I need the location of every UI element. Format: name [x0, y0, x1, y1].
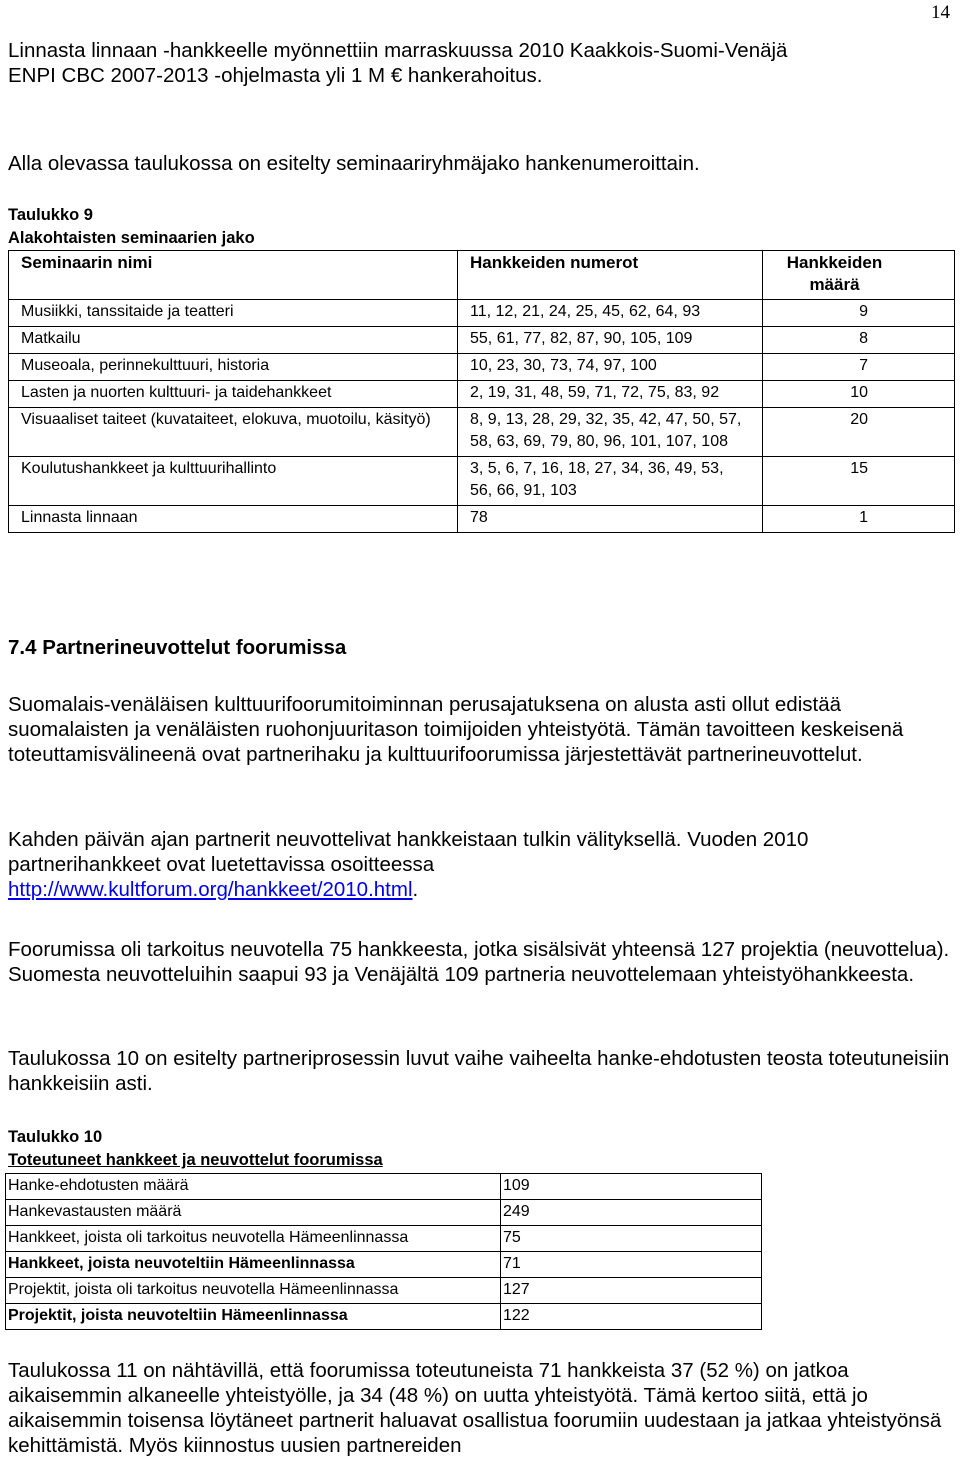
seminar-name-cell: Linnasta linnaan	[9, 506, 458, 533]
table10-caption-number: Taulukko 10	[8, 1128, 103, 1146]
header-seminar-name: Seminaarin nimi	[9, 251, 458, 300]
table-row	[9, 408, 955, 457]
kultforum-link[interactable]: http://www.kultforum.org/hankkeet/2010.html	[8, 878, 413, 901]
paragraph-2-text: Kahden päivän ajan partnerit neuvottelivat hankkeistaan tulkin välityksellä. Vuoden 2010 partnerihankkeet ovat luetettavissa osoitteessa	[8, 828, 809, 876]
header-project-numbers: Hankkeiden numerot	[458, 251, 763, 300]
project-numbers-cell: 55, 61, 77, 82, 87, 90, 105, 109	[458, 327, 763, 354]
table10-caption-title: Toteutuneet hankkeet ja neuvottelut foorumissa	[8, 1151, 383, 1169]
table-row	[9, 457, 955, 506]
seminar-name-cell: Musiikki, tanssitaide ja teatteri	[9, 300, 458, 327]
table-row	[6, 1304, 762, 1330]
project-count-cell: 20	[763, 408, 955, 457]
table-row	[9, 506, 955, 533]
section-paragraph-1: Suomalais-venäläisen kulttuurifoorumitoiminnan perusajatuksena on alusta asti ollut edistää suomalaisten ja venäläisten ruohonjuuritason toimijoiden yhteistyötä. Tämän tavoitteen keskeisenä toteuttamisvälineenä ovat partnerihaku ja kulttuurifoorumissa järjestettävät partnerineuvottelut.	[8, 693, 904, 766]
table-row	[9, 300, 955, 327]
metric-value-cell: 71	[501, 1252, 762, 1278]
metric-value-cell: 75	[501, 1226, 762, 1252]
table9-caption	[8, 204, 255, 250]
metric-label-cell: Hanke-ehdotusten määrä	[6, 1174, 501, 1200]
seminar-name-cell: Matkailu	[9, 327, 458, 354]
seminar-name-cell: Koulutushankkeet ja kulttuurihallinto	[9, 457, 458, 506]
metric-value-cell: 249	[501, 1200, 762, 1226]
table-row	[6, 1174, 762, 1200]
intro-paragraph-2: Alla olevassa taulukossa on esitelty seminaariryhmäjako hankenumeroittain.	[8, 152, 700, 175]
metric-label-cell: Projektit, joista neuvoteltiin Hämeenlinnassa	[6, 1304, 501, 1330]
header-project-count: Hankkeiden määrä	[763, 251, 955, 300]
project-count-cell: 1	[763, 506, 955, 533]
table9-caption-title: Alakohtaisten seminaarien jako	[8, 229, 255, 247]
table-header-row	[9, 251, 955, 300]
section-paragraph-5: Taulukossa 11 on nähtävillä, että foorumissa toteutuneista 71 hankkeista 37 (52 %) on jatkoa aikaisemmin alkaneelle yhteistyölle, ja 34 (48 %) on uutta yhteistyötä. Tämä kertoo siitä, että jo aikaisemmin toisensa löytäneet partnerit haluavat osallistua foorumiin uudestaan ja jatkaa yhteistyönsä kehittämistä. Myös kiinnostus uusien partnereiden	[8, 1359, 942, 1457]
table-row	[9, 327, 955, 354]
metric-label-cell: Hankkeet, joista oli tarkoitus neuvotella Hämeenlinnassa	[6, 1226, 501, 1252]
metric-value-cell: 122	[501, 1304, 762, 1330]
table-row	[6, 1252, 762, 1278]
project-numbers-cell: 78	[458, 506, 763, 533]
project-numbers-cell: 10, 23, 30, 73, 74, 97, 100	[458, 354, 763, 381]
table-row	[9, 354, 955, 381]
project-count-cell: 10	[763, 381, 955, 408]
paragraph-2-end: .	[412, 878, 419, 901]
table-row	[6, 1200, 762, 1226]
metric-label-cell: Hankkeet, joista neuvoteltiin Hämeenlinnassa	[6, 1252, 501, 1278]
project-numbers-cell: 3, 5, 6, 7, 16, 18, 27, 34, 36, 49, 53, 56, 66, 91, 103	[458, 457, 763, 506]
section-paragraph-3: Foorumissa oli tarkoitus neuvotella 75 hankkeesta, jotka sisälsivät yhteensä 127 projektia (neuvottelua). Suomesta neuvotteluihin saapui 93 ja Venäjältä 109 partneria neuvottelemaan yhteistyöhankkeesta.	[8, 938, 950, 986]
project-numbers-cell: 11, 12, 21, 24, 25, 45, 62, 64, 93	[458, 300, 763, 327]
intro-line-1: Linnasta linnaan -hankkeelle myönnettiin marraskuussa 2010 Kaakkois-Suomi-Venäjä	[8, 39, 788, 62]
table-row	[9, 381, 955, 408]
table-row	[6, 1278, 762, 1304]
project-numbers-cell: 8, 9, 13, 28, 29, 32, 35, 42, 47, 50, 57, 58, 63, 69, 79, 80, 96, 101, 107, 108	[458, 408, 763, 457]
table-row	[6, 1226, 762, 1252]
project-numbers-cell: 2, 19, 31, 48, 59, 71, 72, 75, 83, 92	[458, 381, 763, 408]
section-paragraph-4: Taulukossa 10 on esitelty partneriprosessin luvut vaihe vaiheelta hanke-ehdotusten teosta toteutuneisiin hankkeisiin asti.	[8, 1047, 950, 1095]
project-count-cell: 7	[763, 354, 955, 381]
intro-paragraph-1	[8, 38, 953, 88]
seminar-name-cell: Museoala, perinnekulttuuri, historia	[9, 354, 458, 381]
project-count-cell: 9	[763, 300, 955, 327]
intro-line-2: ENPI CBC 2007-2013 -ohjelmasta yli 1 M € hankerahoitus.	[8, 64, 543, 87]
metric-label-cell: Projektit, joista oli tarkoitus neuvotella Hämeenlinnassa	[6, 1278, 501, 1304]
seminar-name-cell: Lasten ja nuorten kulttuuri- ja taidehankkeet	[9, 381, 458, 408]
section-heading: 7.4 Partnerineuvottelut foorumissa	[8, 636, 347, 659]
metric-value-cell: 109	[501, 1174, 762, 1200]
table10-caption	[8, 1126, 383, 1172]
seminar-table	[8, 250, 955, 533]
metric-value-cell: 127	[501, 1278, 762, 1304]
seminar-name-cell: Visuaaliset taiteet (kuvataiteet, elokuva, muotoilu, käsityö)	[9, 408, 458, 457]
project-count-cell: 15	[763, 457, 955, 506]
negotiations-table	[5, 1173, 762, 1330]
section-paragraph-2	[8, 827, 953, 902]
table9-caption-number: Taulukko 9	[8, 206, 93, 224]
project-count-cell: 8	[763, 327, 955, 354]
metric-label-cell: Hankevastausten määrä	[6, 1200, 501, 1226]
page-number: 14	[931, 2, 950, 23]
